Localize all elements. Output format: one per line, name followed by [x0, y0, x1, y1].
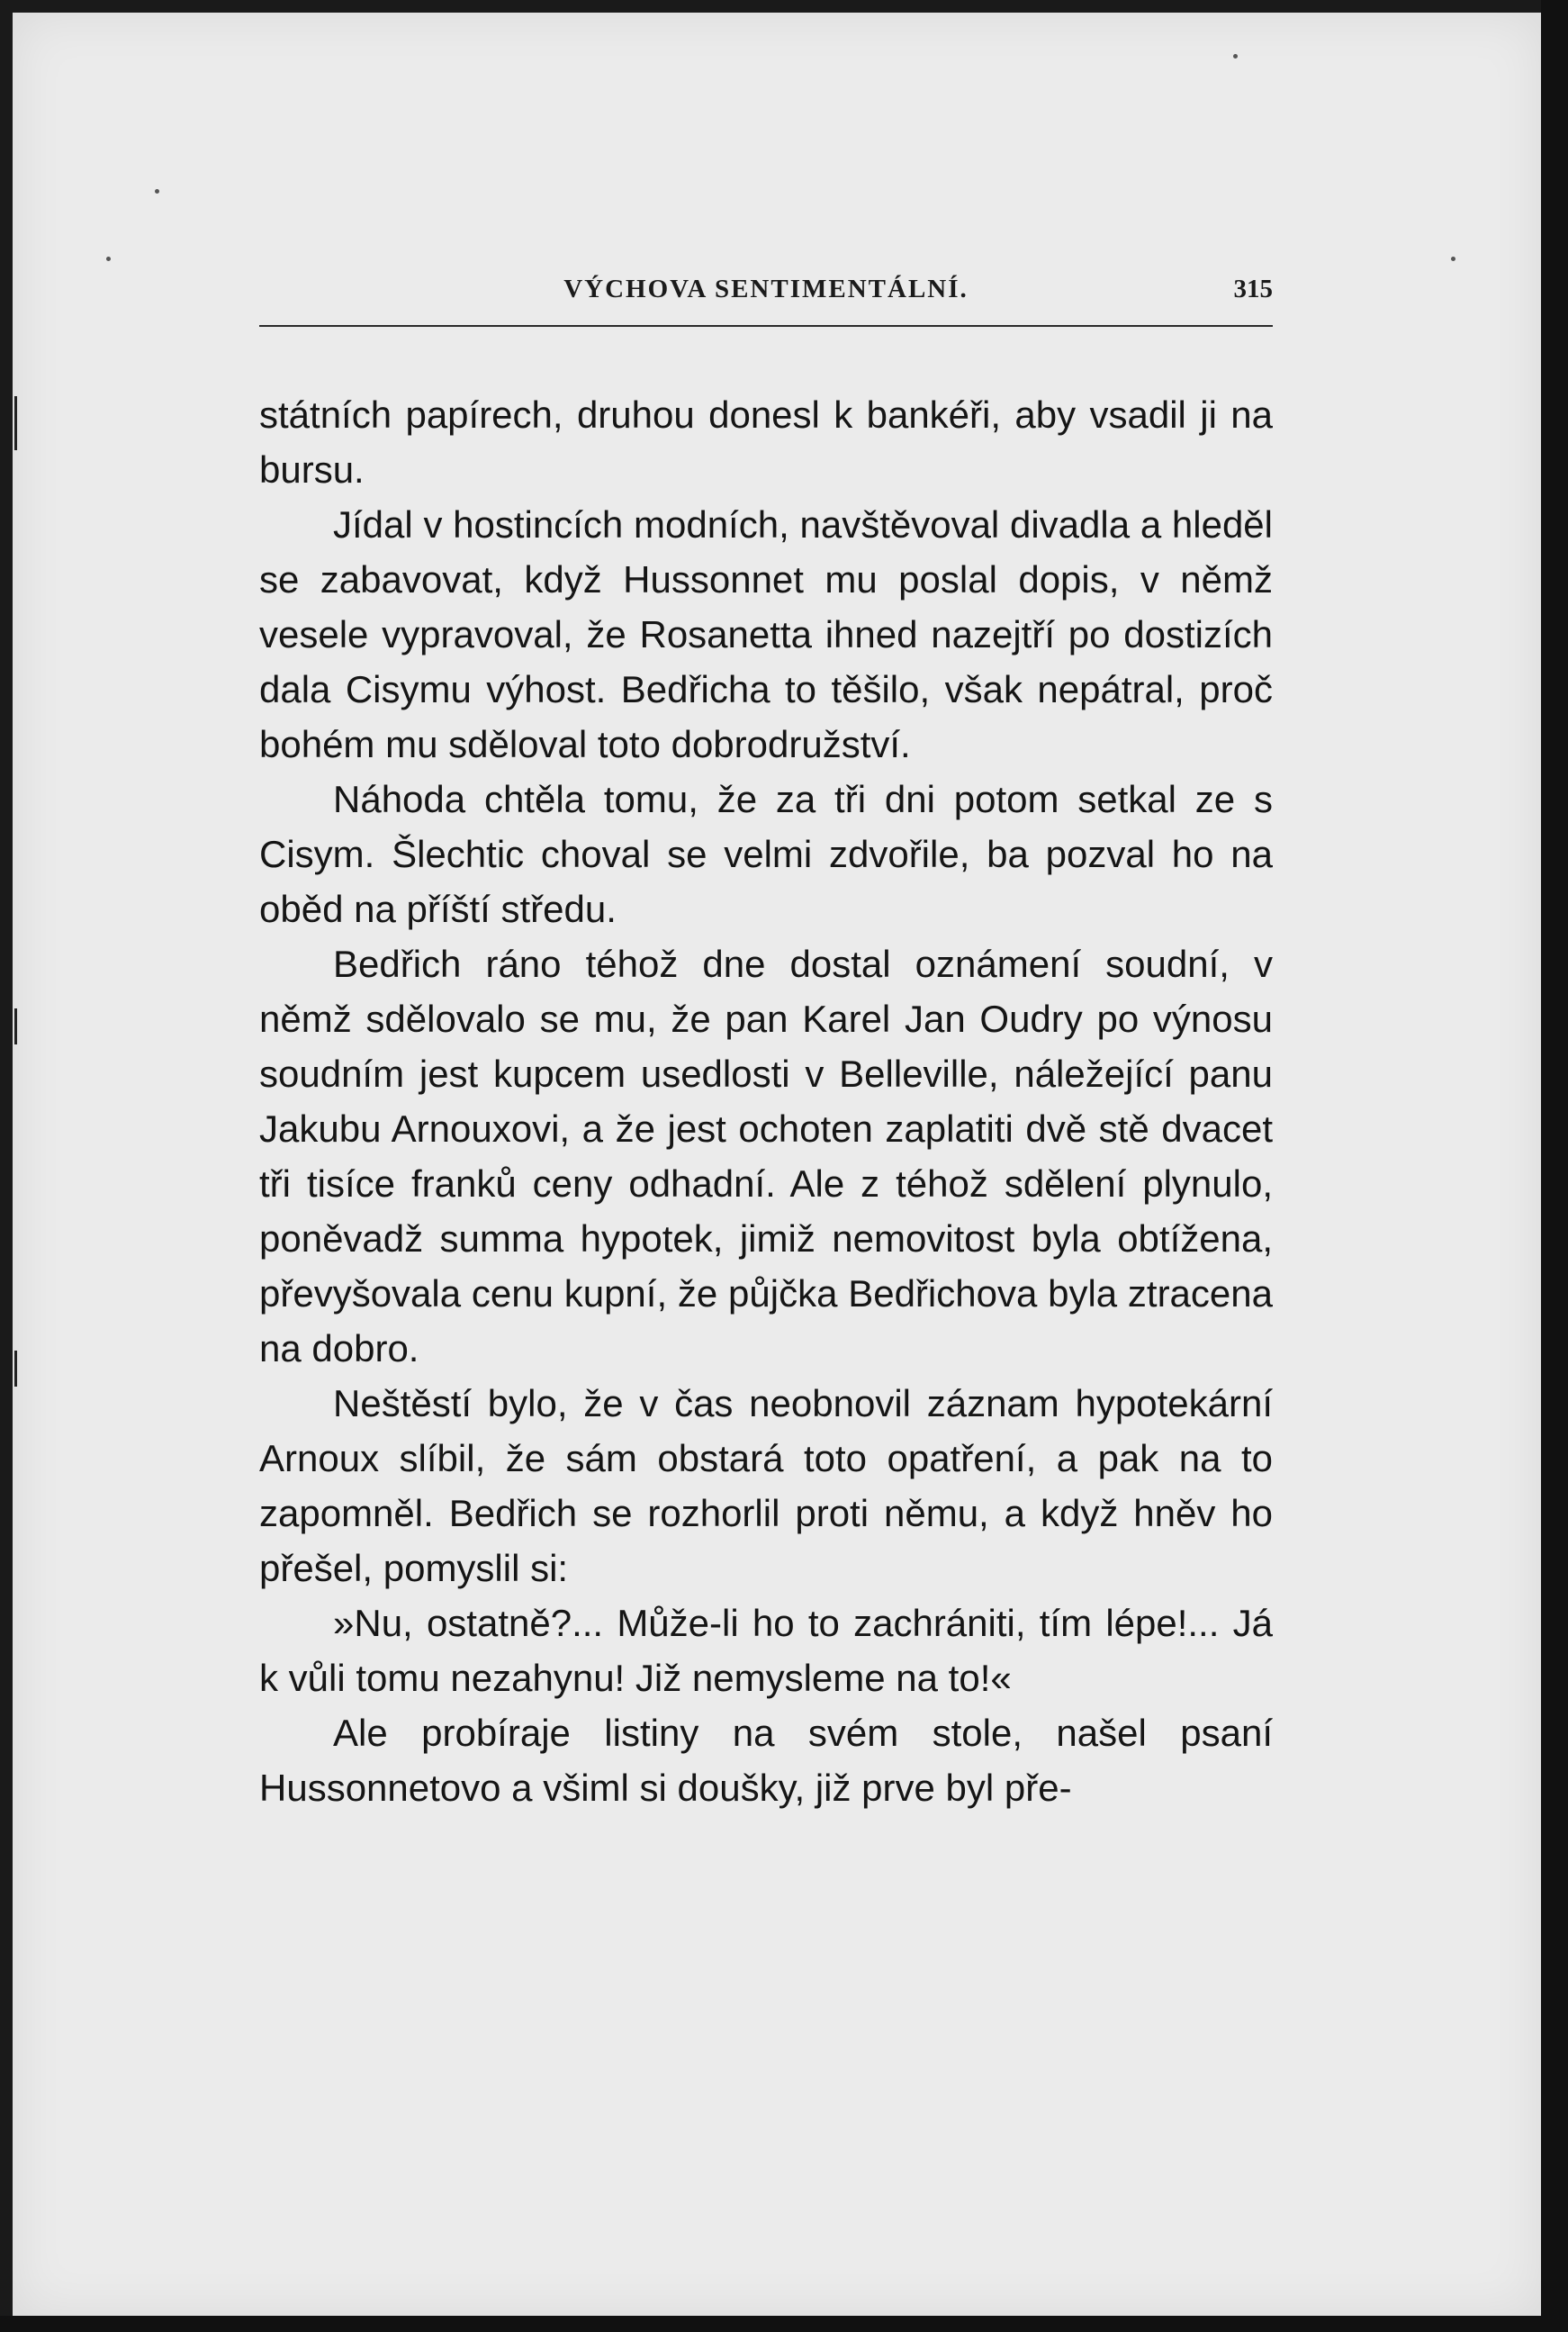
page-header	[259, 275, 1273, 314]
header-rule	[259, 325, 1273, 327]
paper-speck	[1451, 257, 1455, 261]
paragraph: Náhoda chtěla tomu, že za tři dni potom setkal ze s Cisym. Šlechtic choval se velmi zdvořile, ba pozval ho na oběd na příští středu.	[259, 778, 1273, 930]
paper-speck	[1233, 54, 1238, 59]
paragraph: Bedřich ráno téhož dne dostal oznámení soudní, v němž sdělovalo se mu, že pan Karel Jan Oudry po výnosu soudním jest kupcem usedlosti v Belleville, náležející panu Jakubu Arnouxovi, a že jest ochoten zaplatiti dvě stě dvacet tři tisíce franků ceny odhadní. Ale z téhož sdělení plynulo, poněvadž summa hypotek, jimiž nemovitost byla obtížena, převyšovala cenu kupní, že půjčka Bedřichova byla ztracena na dobro.	[259, 943, 1273, 1369]
paragraph: Ale probíraje listiny na svém stole, našel psaní Hussonnetovo a všiml si doušky, již prve byl pře-	[259, 1712, 1273, 1809]
page-number: 315	[1233, 275, 1273, 303]
paragraph: Neštěstí bylo, že v čas neobnovil záznam hypotekární Arnoux slíbil, že sám obstará toto opatření, a pak na to zapomněl. Bedřich se rozhorlil proti němu, a když hněv ho přešel, pomyslil si:	[259, 1382, 1273, 1589]
binding-mark	[14, 1351, 17, 1387]
paper-speck	[155, 189, 159, 194]
binding-mark	[14, 1008, 17, 1044]
scan-edge-bottom	[0, 2316, 1568, 2332]
paragraph: Jídal v hostincích modních, navštěvoval divadla a hleděl se zabavovat, když Hussonnet mu poslal dopis, v němž vesele vypravoval, že Rosanetta ihned nazejtří po dostizích dala Cisymu výhost. Bedřicha to těšilo, však nepátral, proč bohém mu sděloval toto dobrodružství.	[259, 503, 1273, 765]
scan-edge-right	[1541, 0, 1568, 2332]
paragraph: »Nu, ostatně?... Může-li ho to zachrániti, tím lépe!... Já k vůli tomu nezahynu! Již nemysleme na to!«	[259, 1602, 1273, 1699]
binding-mark	[14, 396, 17, 450]
running-title: VÝCHOVA SENTIMENTÁLNÍ.	[563, 275, 969, 303]
body-text	[259, 387, 1273, 1815]
paper-speck	[106, 257, 111, 261]
paragraph: státních papírech, druhou donesl k bankéři, aby vsadil ji na bursu.	[259, 393, 1273, 491]
